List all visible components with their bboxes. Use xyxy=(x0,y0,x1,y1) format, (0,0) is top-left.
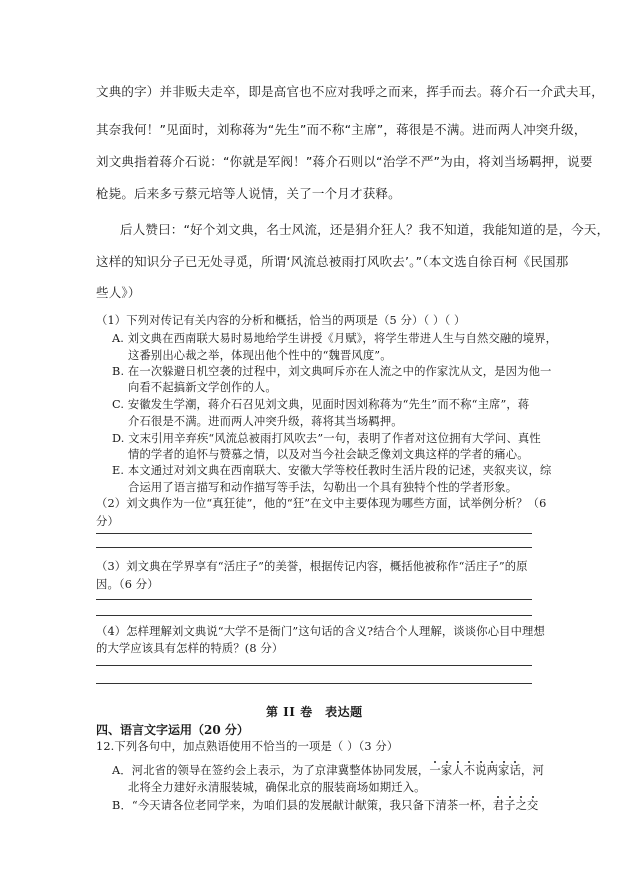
passage-line-3: 刘文典指着蒋介石说：“你就是军阀！”蒋介石则以“治学不严”为由，将刘当场羁押，说要 xyxy=(96,154,593,169)
q12-option-a-line-2: 北将全力建好永清服装城，确保北京的服装商场如期迁入。 xyxy=(128,781,426,794)
q12-option-b-idiom: 君子之交 xyxy=(492,799,539,812)
q2-line-1: （2）刘文典作为一位“真狂徒”，他的“狂”在文中主要体现为哪些方面，试举例分析？（6 xyxy=(96,497,547,510)
q1-option-e-line-2: 合运用了语言描写和动作描写等手法，勾勒出一个具有独特个性的学者形象。 xyxy=(128,481,518,494)
section-title: 第 II 卷 表达题 xyxy=(266,705,363,719)
answer-line[interactable] xyxy=(96,547,532,548)
passage-line-1: 文典的字）并非贩夫走卒，即是高官也不应对我呼之而来，挥手而去。蒋介石一介武夫耳， xyxy=(96,84,605,99)
q2-line-2: 分） xyxy=(96,515,119,528)
answer-line[interactable] xyxy=(96,599,532,600)
answer-line[interactable] xyxy=(96,615,532,616)
q4-line-1: （4）怎样理解刘文典说“大学不是衙门”这句话的含义?结合个人理解，谈谈你心目中理想 xyxy=(96,625,545,638)
q1-option-e-line-1: E. 本文通过对刘文典在西南联大、安徽大学等校任教时生活片段的记述，夹叙夹议，综 xyxy=(112,464,552,477)
answer-line[interactable] xyxy=(96,533,532,534)
q1-option-b-line-1: B. 在一次躲避日机空袭的过程中，刘文典呵斥亦在人流之中的作家沈从文，是因为他一 xyxy=(112,365,552,378)
q12-stem: 12.下列各句中，加点熟语使用不恰当的一项是（ ）（3 分） xyxy=(96,740,399,753)
q12-option-a-line-1 xyxy=(112,762,544,778)
answer-line[interactable] xyxy=(96,665,532,666)
q1-option-a-line-1: A. 刘文典在西南联大易时易地给学生讲授《月赋》，将学生带进人生与自然交融的境界， xyxy=(112,332,558,345)
passage-line-4: 枪毙。后来多亏蔡元培等人说情，关了一个月才获释。 xyxy=(96,186,401,201)
passage-line-7: 些人》） xyxy=(96,285,141,300)
q4-line-2: 的大学应该具有怎样的特质？(8 分） xyxy=(96,642,284,655)
q1-option-d-line-2: 情的学者的追怀与赞慕之情，以及对当今社会缺乏像刘文典这样的学者的痛心。 xyxy=(128,448,529,461)
section-heading: 四、语言文字运用（20 分） xyxy=(96,723,249,737)
q1-option-d-line-1: D. 文末引用辛弃疾“风流总被雨打风吹去”一句，表明了作者对这位拥有大学问、真性 xyxy=(112,432,541,445)
q3-line-2: 因。（6 分） xyxy=(96,578,159,591)
q12-option-a-idiom: 一家人不说两家话 xyxy=(429,764,522,777)
q12-option-b-line-1 xyxy=(112,797,539,813)
q1-option-c-line-2: 介石很是不满。进而两人冲突升级，蒋将其当场羁押。 xyxy=(128,415,403,428)
q3-line-1: （3）刘文典在学界享有“活庄子”的美誉，根据传记内容，概括他被称作“活庄子”的原 xyxy=(96,560,528,573)
q12-option-b-text: B．“今天请各位老同学来，为咱们县的发展献计献策，我只备下清茶一杯， xyxy=(112,799,493,812)
passage-line-2: 其奈我何！”见面时，刘称蒋为“先生”而不称“主席”，蒋很是不满。进而两人冲突升级， xyxy=(96,122,587,137)
q12-option-a-tail: ，河 xyxy=(521,764,544,777)
q1-option-b-line-2: 向看不起搞新文学创作的人。 xyxy=(128,381,277,394)
q1-option-c-line-1: C. 安徽发生学潮，蒋介石召见刘文典，见面时因刘称蒋为“先生”而不称“主席”，蒋 xyxy=(112,398,530,411)
q1-stem: （1）下列对传记有关内容的分析和概括，恰当的两项是（5 分）（ ）（ ） xyxy=(96,314,466,327)
passage-line-6: 这样的知识分子已无处寻觅，所谓‘风流总被雨打风吹去’。”（本文选自徐百柯《民国那 xyxy=(96,254,569,269)
answer-line[interactable] xyxy=(96,683,532,684)
q1-option-a-line-2: 这番别出心裁之举，体现出他个性中的“魏晋风度”。 xyxy=(128,349,392,362)
q12-option-a-text: A．河北省的领导在签约会上表示，为了京津冀整体协同发展， xyxy=(112,764,430,777)
passage-line-5: 后人赞曰：“好个刘文典，名士风流，还是狷介狂人？我不知道，我能知道的是，今天， xyxy=(120,222,610,237)
